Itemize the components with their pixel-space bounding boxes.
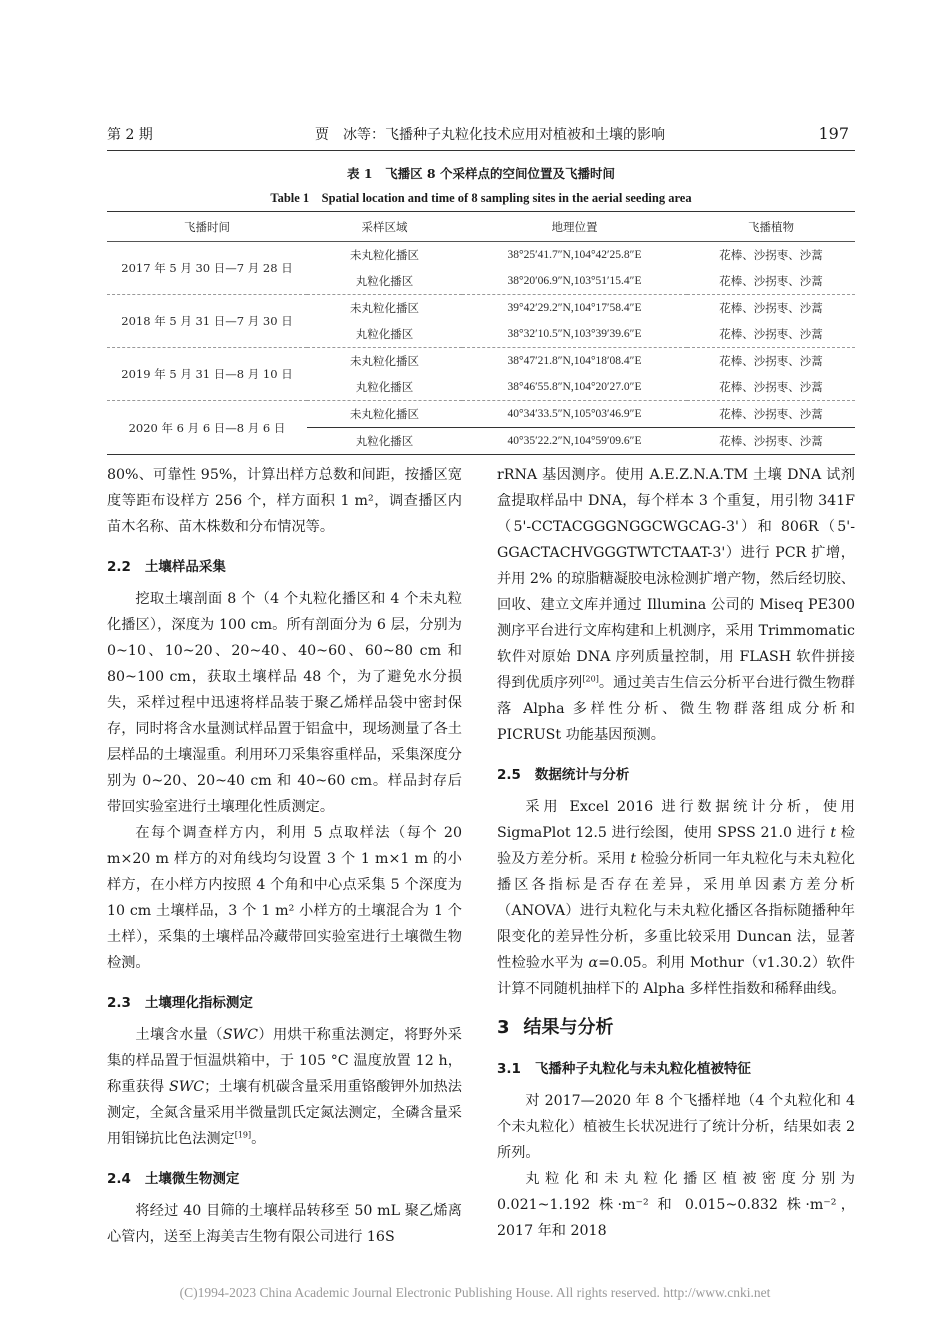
section-title: 数据统计与分析 bbox=[534, 767, 630, 783]
col-header-area: 采样区域 bbox=[307, 212, 462, 242]
location-cell: 38°25′41.7″N,104°42′25.8″E bbox=[507, 249, 642, 261]
paragraph: 丸粒化和未丸粒化播区植被密度分别为 0.021~1.192 株·m⁻² 和 0.015~0.832 株·m⁻²，2017 年和 2018 bbox=[497, 1171, 855, 1239]
section-title: 土壤样品采集 bbox=[144, 559, 226, 575]
section-number: 2.3 bbox=[107, 995, 131, 1011]
running-header bbox=[107, 124, 855, 151]
paragraph: 挖取土壤剖面 8 个（4 个丸粒化播区和 4 个未丸粒化播区），深度为 100 cm。所有剖面分为 6 层，分别为 0~10、10~20、20~40、40~60、60~80 cm 和 80~100 cm，获取土壤样品 48 个，为了避免水分损失，采样过程中迅速将样品装于聚乙烯样品袋中密封保存，同时将含水量测试样品置于铝盒中，现场测量了各土层样品的土壤湿重。利用环刀采集容重样品，采集深度分别为 0~20、20~40 cm 和 40~60 cm。样品封存后带回实验室进行土壤理化性质测定。 bbox=[107, 591, 462, 815]
area-cell: 未丸粒化播区 bbox=[307, 295, 462, 322]
text-run: ；土壤有机碳含量采用重铬酸钾外加热法测定，全氮含量采用半微量凯氏定氮法测定，全磷含量采用钼锑抗比色法测定 bbox=[107, 1079, 462, 1147]
section-heading-2-3 bbox=[107, 992, 462, 1014]
left-column bbox=[107, 462, 462, 1250]
section-title: 土壤理化指标测定 bbox=[144, 995, 253, 1011]
text-run: 采用 Excel 2016 进行数据统计分析，使用 SigmaPlot 12.5 进行绘图，使用 SPSS 21.0 进行 bbox=[497, 799, 855, 841]
paragraph: 在每个调查样方内，利用 5 点取样法（每个 20 m×20 m 样方的对角线均匀设置 3 个 1 m×1 m 的小样方，在小样方内按照 4 个角和中心点采集 5 个深度为 10 cm 土壤样品，3 个 1 m² 小样方的土壤混合为 1 个土样），采集的土壤样品冷藏带回实验室进行土壤微生物检测。 bbox=[107, 825, 462, 971]
seeding-time-cell: 2019 年 5 月 31 日—8 月 10 日 bbox=[107, 348, 307, 401]
section-title: 飞播种子丸粒化与未丸粒化植被特征 bbox=[534, 1061, 751, 1077]
table-caption-en: Table 1 Spatial location and time of 8 sampling sites in the aerial seeding area bbox=[270, 191, 692, 205]
citation-ref: [19] bbox=[234, 1130, 252, 1140]
plants-cell: 花棒、沙拐枣、沙蒿 bbox=[687, 348, 855, 375]
location-cell: 39°42′29.2″N,104°17′58.4″E bbox=[462, 295, 687, 322]
plants-cell: 花棒、沙拐枣、沙蒿 bbox=[687, 401, 855, 428]
location-cell: 40°34′33.5″N,105°03′46.9″E bbox=[462, 401, 687, 428]
italic-term: t bbox=[830, 825, 837, 841]
italic-term: SWC bbox=[168, 1079, 205, 1095]
table-row bbox=[107, 295, 855, 322]
area-cell: 未丸粒化播区 bbox=[307, 348, 462, 375]
section-number: 2.4 bbox=[107, 1171, 131, 1187]
italic-term: t bbox=[630, 851, 637, 867]
table-row bbox=[107, 242, 855, 269]
location-cell: 38°32′10.5″N,103°39′39.6″E bbox=[507, 328, 642, 340]
location-cell: 40°35′22.2″N,104°59′09.6″E bbox=[462, 428, 687, 455]
location-cell: 38°20′06.9″N,103°51′15.4″E bbox=[507, 275, 642, 287]
section-title: 结果与分析 bbox=[523, 1017, 614, 1038]
area-cell: 丸粒化播区 bbox=[355, 380, 414, 394]
italic-term: SWC bbox=[222, 1027, 258, 1043]
seeding-time-cell: 2017 年 5 月 30 日—7 月 28 日 bbox=[121, 261, 293, 275]
paragraph-continued: 80%、可靠性 95%，计算出样方总数和间距，按播区宽度等距布设样方 256 个，样方面积 1 m²，调查播区内苗木名称、苗木株数和分布情况等。 bbox=[107, 467, 462, 535]
plants-cell: 花棒、沙拐枣、沙蒿 bbox=[719, 380, 823, 394]
section-heading-2-4 bbox=[107, 1168, 462, 1190]
italic-term: α bbox=[588, 955, 599, 971]
section-number: 3.1 bbox=[497, 1061, 521, 1077]
text-run: =0.05。利用 Mothur（v1.30.2）软件计算不同随机抽样下的 Alpha 多样性指数和稀释曲线。 bbox=[497, 955, 855, 997]
location-cell: 38°47′21.8″N,104°18′08.4″E bbox=[462, 348, 687, 375]
right-column bbox=[497, 462, 855, 1244]
plants-cell: 花棒、沙拐枣、沙蒿 bbox=[687, 295, 855, 322]
section-number: 2.2 bbox=[107, 559, 131, 575]
text-run: rRNA 基因测序。使用 A.E.Z.N.A.TM 土壤 DNA 试剂盒提取样品中 DNA，每个样本 3 个重复，用引物 341F（5'-CCTACGGGNGGCWGCAG-3'）和 806R（5'-GGACTACHVGGGTWTCTAAT-3'）进行 PCR 扩增，并用 2% 的琼脂糖凝胶电泳检测扩增产物，然后经切胶、回收、建立文库并通过 Illumina 公司的 Miseq PE300 测序平台进行文库构建和上机测序，采用 Trimmomatic 软件对原始 DNA 序列质量控制，用 FLASH 软件拼接得到优质序列 bbox=[497, 467, 855, 691]
paragraph: 将经过 40 目筛的土壤样品转移至 50 mL 聚乙烯离心管内，送至上海美吉生物有限公司进行 16S bbox=[107, 1203, 462, 1245]
text-run: 土壤含水量（ bbox=[135, 1027, 223, 1043]
text-run: 。通过美吉生信云分析平台进行微生物群落 Alpha 多样性分析、微生物群落组成分析和 PICRUSt 功能基因预测。 bbox=[497, 675, 855, 743]
col-header-plants: 飞播植物 bbox=[687, 212, 855, 242]
section-heading-3 bbox=[497, 1014, 855, 1042]
location-cell: 38°46′55.8″N,104°20′27.0″E bbox=[507, 381, 642, 393]
sampling-sites-table bbox=[107, 211, 855, 455]
issue-number: 第 2 期 bbox=[107, 127, 153, 143]
text-run: 检验及方差分析。采用 bbox=[497, 825, 855, 867]
section-heading-3-1 bbox=[497, 1058, 855, 1080]
table-row bbox=[107, 401, 855, 428]
text-run: 。 bbox=[251, 1131, 266, 1147]
section-title: 土壤微生物测定 bbox=[144, 1171, 240, 1187]
section-heading-2-5 bbox=[497, 764, 855, 786]
section-number: 2.5 bbox=[497, 767, 521, 783]
area-cell: 丸粒化播区 bbox=[355, 327, 414, 341]
table-caption-cn: 表 1 飞播区 8 个采样点的空间位置及飞播时间 bbox=[347, 166, 615, 181]
plants-cell: 花棒、沙拐枣、沙蒿 bbox=[687, 428, 855, 455]
citation-ref: [20] bbox=[582, 674, 599, 684]
section-number: 3 bbox=[497, 1017, 510, 1038]
paragraph bbox=[497, 794, 855, 1002]
plants-cell: 花棒、沙拐枣、沙蒿 bbox=[719, 248, 823, 262]
col-header-location: 地理位置 bbox=[462, 212, 687, 242]
section-heading-2-2 bbox=[107, 556, 462, 578]
seeding-time-cell: 2018 年 5 月 31 日—7 月 30 日 bbox=[107, 295, 307, 348]
area-cell: 丸粒化播区 bbox=[355, 274, 414, 288]
plants-cell: 花棒、沙拐枣、沙蒿 bbox=[719, 327, 823, 341]
table-header-row bbox=[107, 212, 855, 242]
seeding-time-cell: 2020 年 6 月 6 日—8 月 6 日 bbox=[107, 401, 307, 455]
page-number: 197 bbox=[818, 124, 849, 143]
table-row bbox=[107, 348, 855, 375]
area-cell: 丸粒化播区 bbox=[307, 428, 462, 455]
text-run: 检验分析同一年丸粒化与未丸粒化播区各指标是否存在差异，采用单因素方差分析（ANOVA）进行丸粒化与未丸粒化播区各指标随播种年限变化的差异性分析，多重比较采用 Duncan 法，显著性检验水平为 bbox=[497, 851, 855, 971]
plants-cell: 花棒、沙拐枣、沙蒿 bbox=[719, 274, 823, 288]
paragraph-continued bbox=[497, 462, 855, 748]
col-header-time: 飞播时间 bbox=[107, 212, 307, 242]
text-run: ）用烘干称重法测定，将野外采集的样品置于恒温烘箱中，于 105 °C 温度放置 12 h，称重获得 bbox=[107, 1027, 462, 1095]
running-title: 贾 冰等：飞播种子丸粒化技术应用对植被和土壤的影响 bbox=[315, 127, 665, 143]
copyright-footer: (C)1994-2023 China Academic Journal Electronic Publishing House. All rights reserved. http://www.cnki.net bbox=[179, 1285, 771, 1300]
paragraph bbox=[107, 1022, 462, 1152]
paragraph: 对 2017—2020 年 8 个飞播样地（4 个丸粒化和 4 个未丸粒化）植被生长状况进行了统计分析，结果如表 2 所列。 bbox=[497, 1093, 855, 1161]
area-cell: 未丸粒化播区 bbox=[350, 248, 419, 262]
area-cell: 未丸粒化播区 bbox=[307, 401, 462, 428]
